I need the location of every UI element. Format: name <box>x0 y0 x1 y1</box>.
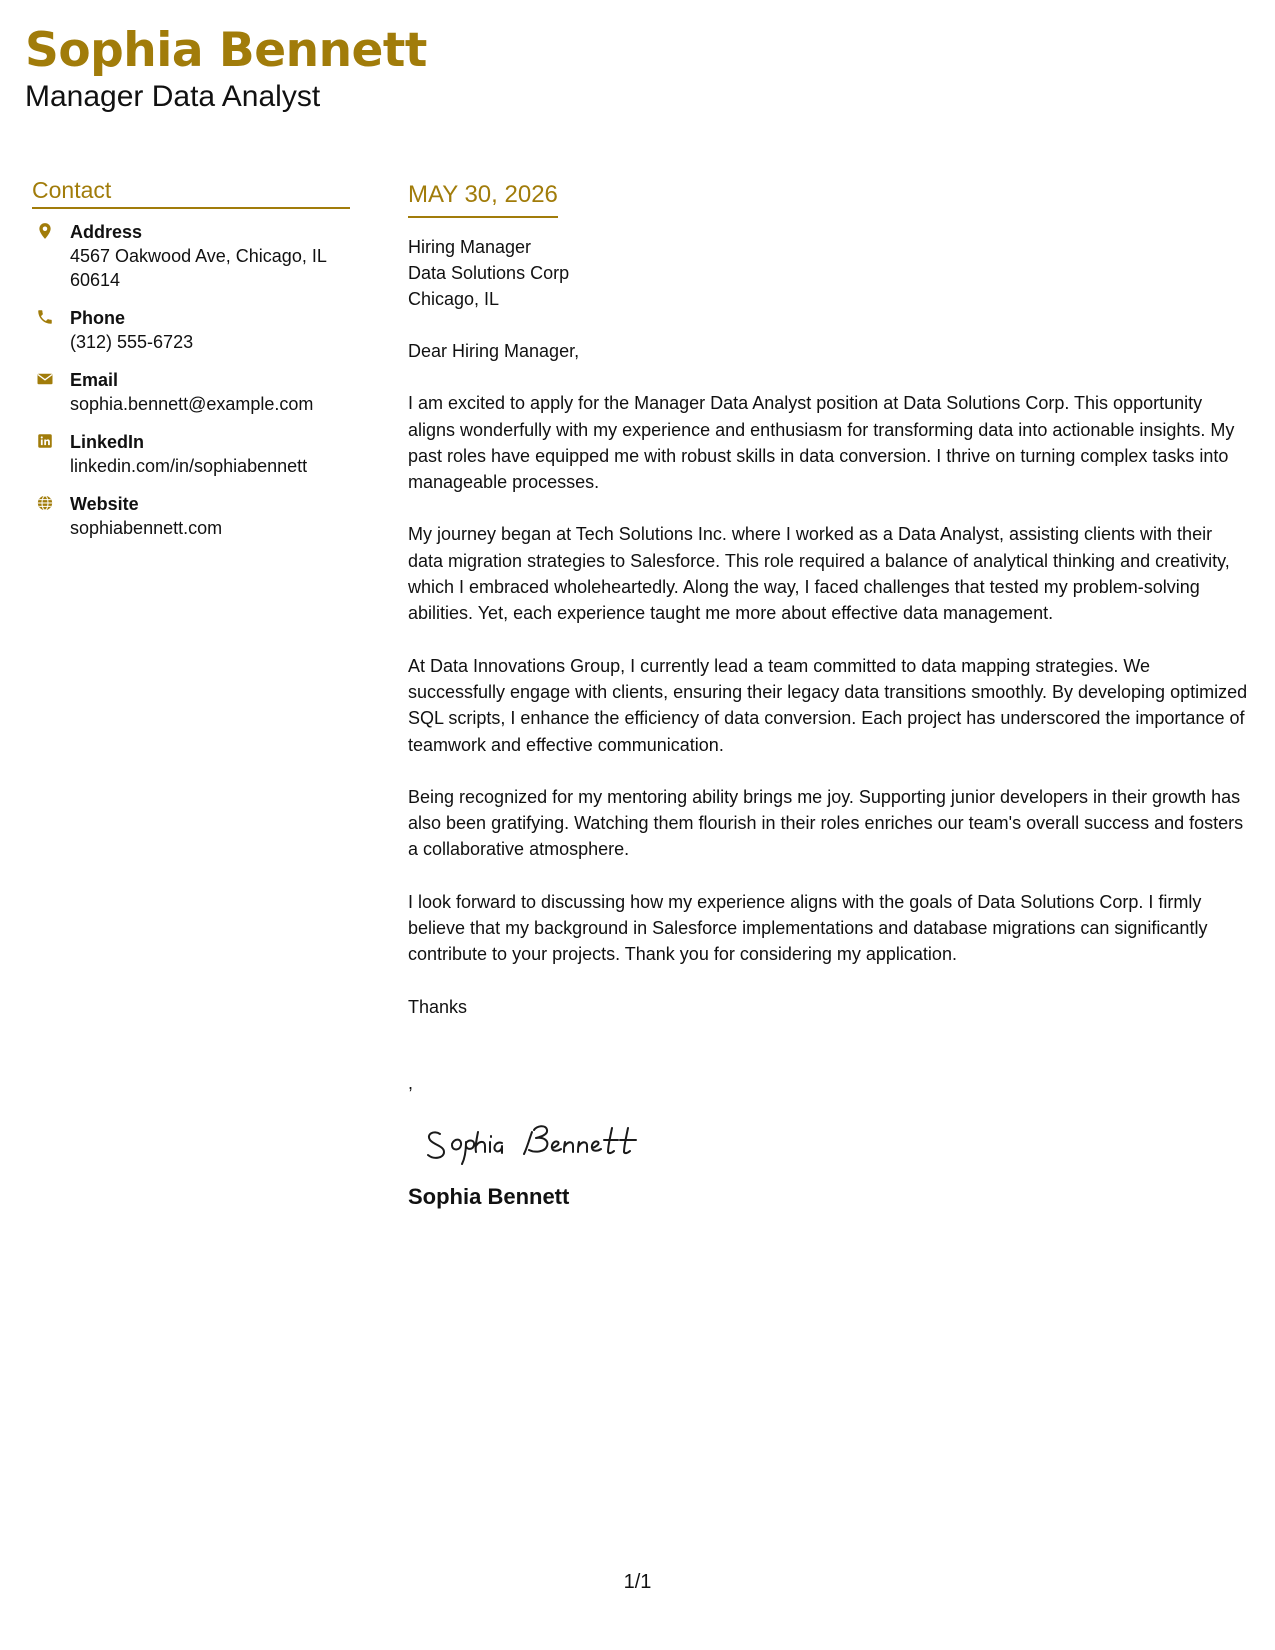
contact-item-linkedin <box>32 430 350 478</box>
envelope-icon <box>36 370 54 388</box>
body-paragraph: I am excited to apply for the Manager Data Analyst position at Data Solutions Corp. This opportunity aligns wonderfully with my experience and enthusiasm for transforming data into actionable insights. My past roles have equipped me with robust skills in data conversion. I thrive on turning complex tasks into manageable processes. <box>408 393 1235 493</box>
website-value[interactable]: sophiabennett.com <box>70 518 223 538</box>
closing-comma: , <box>408 1072 414 1093</box>
contact-item-website <box>32 492 350 540</box>
page-number: 1/1 <box>623 1571 652 1593</box>
email-value[interactable]: sophia.bennett@example.com <box>70 394 314 414</box>
recipient-line: Hiring Manager <box>408 237 532 257</box>
linkedin-label: LinkedIn <box>70 432 145 452</box>
contact-item-address <box>32 220 350 292</box>
body-paragraph: My journey began at Tech Solutions Inc. where I worked as a Data Analyst, assisting clients with their data migration strategies to Salesforce. This role required a balance of analytical thinking and creativity, which I embraced wholeheartedly. Along the way, I faced challenges that tested my problem-solving abilities. Yet, each experience taught me more about effective data management. <box>408 524 1230 624</box>
address-label: Address <box>70 222 143 242</box>
phone-value: (312) 555-6723 <box>70 332 194 352</box>
body-paragraph: Being recognized for my mentoring ability brings me joy. Supporting junior developers in their growth has also been gratifying. Watching them flourish in their roles enriches our team's overall success and fosters a collaborative atmosphere. <box>408 786 1244 860</box>
address-value: 4567 Oakwood Ave, Chicago, IL 60614 <box>70 246 327 290</box>
contact-list <box>32 220 350 540</box>
signed-name: Sophia Bennett <box>408 1183 570 1209</box>
letter-body <box>408 180 1248 1211</box>
recipient-block <box>408 234 1248 312</box>
contact-item-phone <box>32 306 350 354</box>
handwritten-signature <box>422 1114 662 1166</box>
globe-icon <box>36 494 54 512</box>
contact-heading: Contact <box>32 176 350 209</box>
phone-icon <box>36 308 54 326</box>
website-label: Website <box>70 494 139 514</box>
contact-sidebar <box>32 176 350 554</box>
salutation: Dear Hiring Manager, <box>408 341 580 361</box>
candidate-name: Sophia Bennett <box>25 23 427 78</box>
linkedin-value[interactable]: linkedin.com/in/sophiabennett <box>70 456 308 476</box>
closing: Thanks <box>408 996 468 1017</box>
email-label: Email <box>70 370 119 390</box>
body-paragraph: At Data Innovations Group, I currently lead a team committed to data mapping strategies. We successfully engage with clients, ensuring their legacy data transitions smoothly. By developing optimized SQL scripts, I enhance the efficiency of data conversion. Each project has underscored the importance of teamwork and effective communication. <box>408 655 1248 755</box>
recipient-line: Data Solutions Corp <box>408 263 570 283</box>
phone-label: Phone <box>70 308 126 328</box>
body-paragraph: I look forward to discussing how my experience aligns with the goals of Data Solutions Corp. I firmly believe that my background in Salesforce implementations and database migrations can significantly contribute to your projects. Thank you for considering my application. <box>408 891 1208 965</box>
linkedin-icon <box>36 432 54 450</box>
map-pin-icon <box>36 222 54 240</box>
job-title: Manager Data Analyst <box>25 80 321 113</box>
letter-date: MAY 30, 2026 <box>408 180 558 218</box>
contact-item-email <box>32 368 350 416</box>
recipient-line: Chicago, IL <box>408 289 500 309</box>
header <box>25 22 427 115</box>
